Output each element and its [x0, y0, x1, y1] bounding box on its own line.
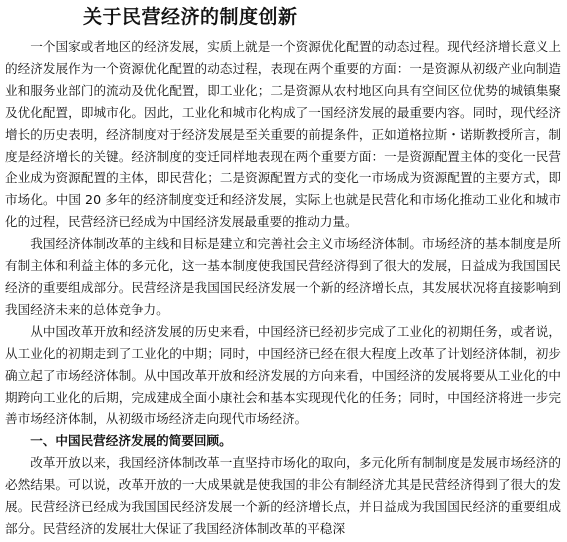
section-heading: 一、中国民营经济发展的简要回顾。 — [30, 433, 232, 449]
paragraph-1: 一个国家或者地区的经济发展，实质上就是一个资源优化配置的动态过程。现代经济增长意义上的经济发展作为一个资源优化配置的动态过程，表现在两个重要的方面：一是资源从初级产业向制造业和服务业部门的流动及优化配置，即工业化；二是资源从农村地区向具有空间区位优势的城镇集聚及优化配置，即城市化。因此，工业化和城市化构成了一国经济发展的最重要内容。同时，现代经济增长的历史表明，经济制度对于经济发展是至关重要的前提条件，正如道格拉斯・诺斯教授所言，制度是经济增长的关键。经济制度的变迁同样地表现在两个重要方面：一是资源配置主体的变化一民营企业成为资源配置的主体，即民营化；二是资源配置方式的变化一市场成为资源配置的主要方式，即市场化。中国 20 多年的经济制度变迁和经济发展，实际上也就是民营化和市场化推动工业化和城市化的过程，民营经济已经成为中国经济发展最重要的推动力量。 — [5, 39, 561, 230]
paragraph-3: 从中国改革开放和经济发展的历史来看，中国经济已经初步完成了工业化的初期任务，或者说，从工业化的初期走到了工业化的中期；同时，中国经济已经在很大程度上改革了计划经济体制，初步确立起了市场经济体制。从中国改革开放和经济发展的方向来看，中国经济的发展将要从工业化的中期跨向工业化的后期，完成建成全面小康社会和基本实现现代化的任务；同时，中国经济将进一步完善市场经济体制，从初级市场经济走向现代市场经济。 — [5, 323, 561, 427]
paragraph-2: 我国经济体制改革的主线和目标是建立和完善社会主义市场经济体制。市场经济的基本制度是所有制主体和利益主体的多元化，这一基本制度使我国民营经济得到了很大的发展，日益成为我国国民经济的重要组成部分。民营经济是我国国民经济发展一个新的经济增长点，其发展状况将直接影响到我国经济未来的总体竞争力。 — [5, 236, 561, 317]
section-paragraph-1: 改革开放以来，我国经济体制改革一直坚持市场化的取向，多元化所有制制度是发展市场经济的必然结果。可以说，改革开放的一大成果就是使我国的非公有制经济尤其是民营经济得到了很大的发展。民营经济已经成为我国国民经济发展一个新的经济增长点，并日益成为我国国民经济的重要组成部分。民营经济的发展壮大保证了我国经济体制改革的平稳深 — [5, 455, 561, 536]
document-title: 关于民营经济的制度创新 — [83, 6, 298, 28]
